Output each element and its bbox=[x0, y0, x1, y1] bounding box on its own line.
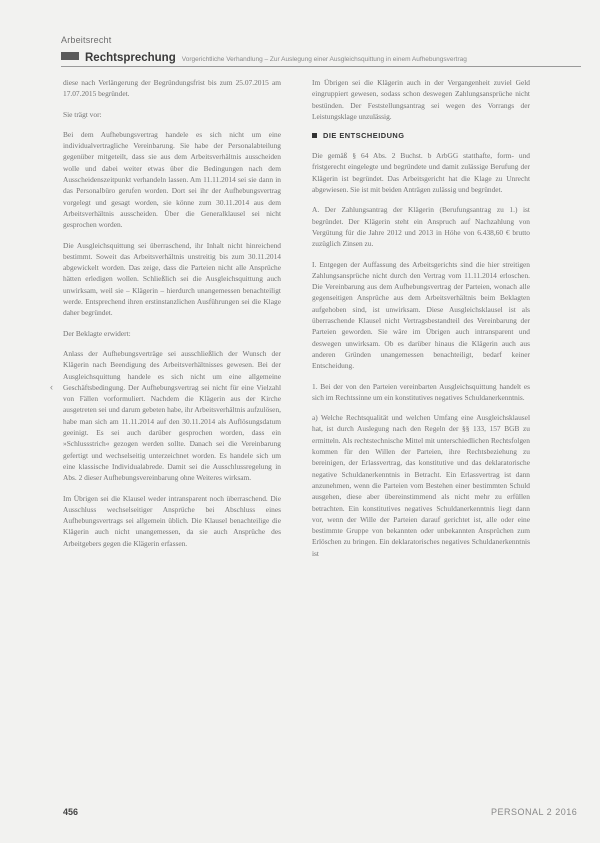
paragraph: Bei dem Aufhebungsvertrag handele es sich nicht um eine individualvertragliche Vereinbarung. Sie habe der Personalabteilung gegenüber mitgeteilt, dass sie aus dem Arbeitsverhältnis ausscheiden wolle und dabei weiter etwas über die Bedingungen nach dem Ausscheidenszeitpunkt verhandeln lassen. Am 11.11.2014 sei sie dann in das Personalbüro gerufen worden. Dort sei ihr der Aufhebungsvertrag vorgelegt und gesagt worden, sie könne zum 30.11.2014 aus dem Arbeitsverhältnis ausscheiden. Über die Generalklausel sei nicht gesprochen worden. bbox=[63, 129, 281, 230]
left-column bbox=[63, 77, 281, 805]
section-heading-text: DIE ENTSCHEIDUNG bbox=[323, 131, 405, 141]
paragraph: I. Entgegen der Auffassung des Arbeitsgerichts sind die hier streitigen Zahlungsansprüche nicht durch den Vertrag vom 11.11.2014 erloschen. Die Vereinbarung aus dem Aufhebungsvertrag der Parteien, wonach alle gegenseitigen Ansprüche aus dem Arbeitsverhältnis beim Beklagten aufgehoben sind, ist unwirksam. Diese Ausgleichsklausel ist als überraschende Klausel nicht Vertragsbestandteil des Vereinbarung der Parteien geworden. Sie wäre im Übrigen auch intransparent und deswegen unwirksam. Ob es darüber hinaus die Klägerin auch aus anderen Gründen unangemessen benachteiligt, bedarf keiner Entscheidung. bbox=[312, 259, 530, 371]
paragraph: Im Übrigen sei die Klausel weder intransparent noch überraschend. Die Ausschluss wechselseitiger Ansprüche bei Abschluss eines Aufhebungsvertrags sei allgemein üblich. Die Klausel benachteilige die Klägerin auch nicht unangemessen, da sie auch Ansprüche des Arbeitgebers gegen die Klägerin erfassen. bbox=[63, 493, 281, 548]
header-title: Rechtsprechung bbox=[85, 52, 176, 64]
paragraph: Der Beklagte erwidert: bbox=[63, 328, 131, 338]
header-subtitle: Vorgerichtliche Verhandlung – Zur Auslegung einer Ausgleichsquittung in einem Aufhebungsvertrag bbox=[181, 56, 467, 63]
margin-mark: ‹ bbox=[50, 382, 53, 392]
paragraph: diese nach Verlängerung der Begründungsfrist bis zum 25.07.2015 am 17.07.2015 begründet. bbox=[63, 78, 281, 99]
paragraph: 1. Bei der von den Parteien vereinbarten Ausgleichsquittung handelt es sich im Rechtssinne um ein konstitutives negatives Schuldanerkenntnis. bbox=[312, 381, 530, 402]
page-number: 456 bbox=[63, 807, 79, 817]
square-bullet-icon bbox=[312, 133, 317, 138]
section-kicker: Arbeitsrecht bbox=[61, 35, 112, 45]
issue-label: PERSONAL 2 2016 bbox=[491, 807, 578, 817]
paragraph: a) Welche Rechtsqualität und welchen Umfang eine Ausgleichsklausel hat, ist durch Auslegung nach den Regeln der §§ 133, 157 BGB zu ermitteln. Als rechtstechnische Mittel mit unterschiedlichen Rechtsfolgen kommen für den Willen der Parteien, ihre Rechtsbeziehung zu bereinigen, der Erlassvertrag, das konstitutive und das deklaratorische negative Schuldanerkenntnis in Betracht. Ein Erlassvertrag ist dann anzunehmen, wenn die Parteien vom Bestehen einer bestimmten Schuld ausgehen, diese aber übereinstimmend als nicht mehr zu erfüllen betrachten. Ein konstitutives negatives Schuldanerkenntnis liegt dann vor, wenn der Wille der Parteien darauf gerichtet ist, alle oder eine bestimmte Gruppe von bekannten oder unbekannten Ansprüchen zum Erlöschen zu bringen. Ein deklaratorisches negatives Schuldanerkenntnis ist bbox=[312, 413, 530, 558]
paragraph: Anlass der Aufhebungsverträge sei ausschließlich der Wunsch der Klägerin nach Beendigung des Arbeitsverhältnisses gewesen. Bei der Ausgleichsquittung handele es sich nicht um eine allgemeine Geschäftsbedingung. Der Aufhebungsvertrag sei nicht für eine Vielzahl von Fällen vorformuliert. Nachdem die Klägerin aus der Kirche ausgetreten sei und darum gebeten habe, ihr Arbeitsverhältnis aufzulösen, habe man sich am 11.11.2014 auf den 30.11.2014 als Auflösungsdatum geeinigt. Es sei auch darüber gesprochen worden, dass ein »Schlussstrich« gezogen werden sollte. Danach sei die Vereinbarung gefertigt und wechselseitig unterzeichnet worden. Es handele sich um eine klassische Individualabrede. Damit sei die Ausschlussregelung in Abs. 2 dieser Aufhebungsvereinbarung ohne Weiteres wirksam. bbox=[63, 348, 281, 483]
header-bar-icon bbox=[61, 52, 79, 60]
right-column bbox=[312, 77, 530, 805]
running-header bbox=[61, 48, 581, 67]
paragraph: Im Übrigen sei die Klägerin auch in der Vergangenheit zuviel Geld eingruppiert gewesen, sodass schon deswegen Zahlungsansprüche nicht bestünden. Der Feststellungsantrag sei wegen des Vorrangs der Leistungsklage unzulässig. bbox=[312, 78, 530, 121]
paragraph: Sie trägt vor: bbox=[63, 109, 102, 119]
section-heading bbox=[312, 131, 530, 140]
paragraph: Die Ausgleichsquittung sei überraschend, ihr Inhalt nicht hinreichend bestimmt. Soweit das Arbeitsverhältnis unstreitig bis zum 30.11.2014 abgewickelt worden. Das zeige, dass die Parteien nicht alle Ansprüche hätten erledigen wollen. Schließlich sei die Ausgleichsquittung auch unwirksam, weil sie – Klägerin – hierdurch unangemessen benachteiligt werde. Entsprechend ihren erstinstanzlichen Ausführungen sei die Klage daher begründet. bbox=[63, 240, 281, 318]
paragraph: Die gemäß § 64 Abs. 2 Buchst. b ArbGG statthafte, form- und fristgerecht eingelegte und begründete und damit zulässige Berufung der Klägerin ist begründet. Das Arbeitsgericht hat die Klage zu Unrecht abgewiesen. Sie ist mit beiden Anträgen zulässig und begründet. bbox=[312, 151, 530, 195]
paragraph: A. Der Zahlungsantrag der Klägerin (Berufungsantrag zu 1.) ist begründet. Der Klägerin steht ein Anspruch auf Nachzahlung von Vergütung für die Jahre 2012 und 2013 in Höhe von 6.438,60 € brutto zuzüglich Zinsen zu. bbox=[312, 205, 530, 249]
